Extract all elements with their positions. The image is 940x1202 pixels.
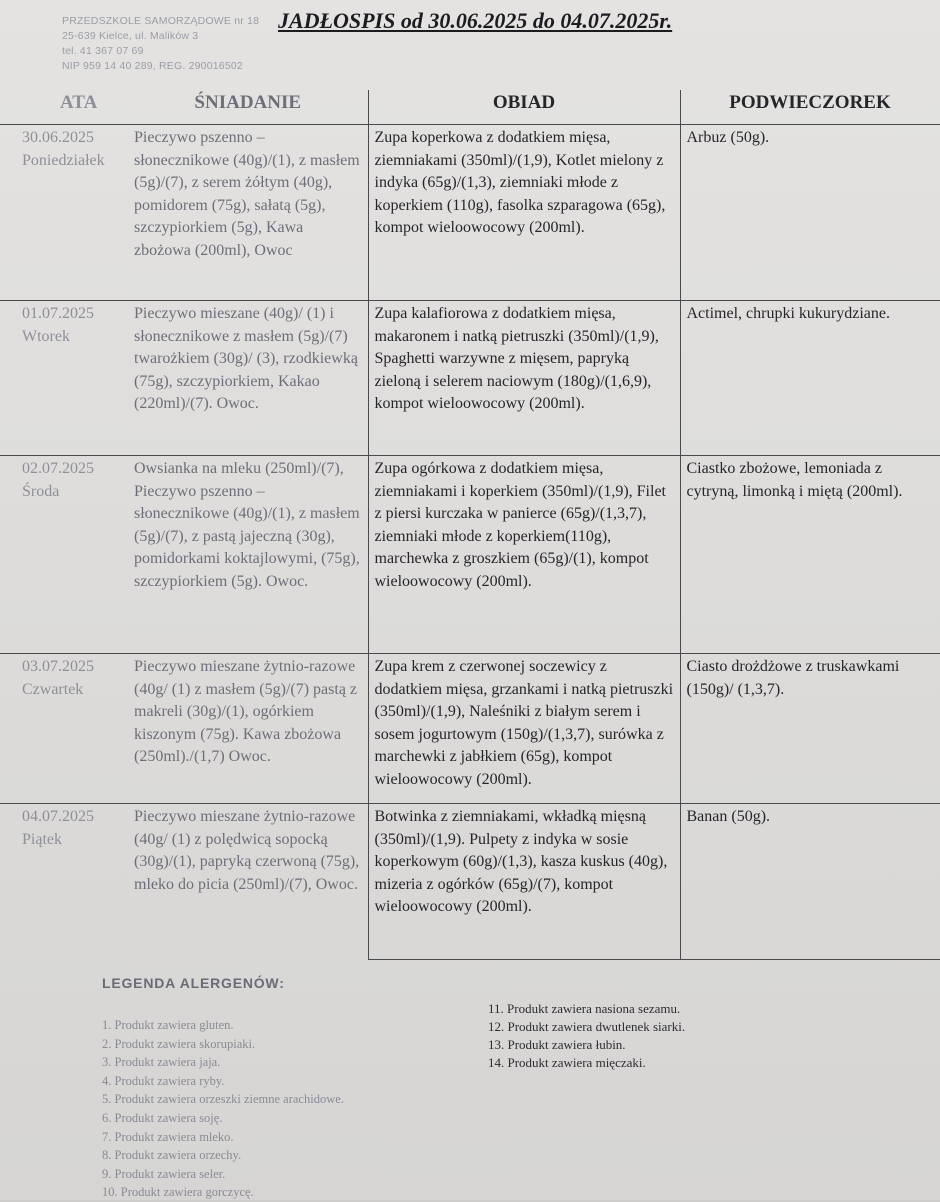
snack-cell: Arbuz (50g). — [680, 125, 940, 301]
column-header-breakfast: ŚNIADANIE — [194, 92, 302, 113]
breakfast-cell: Pieczywo mieszane żytnio-razowe (40g/ (1) z polędwicą sopocką (30g)/(1), papryką czerwoną (75g), mleko do picia (250ml)/(7), Owoc. — [128, 804, 368, 960]
lunch-cell: Zupa krem z czerwonej soczewicy z dodatkiem mięsa, grzankami i natką pietruszki (350ml)/(1,9), Naleśniki z białym serem i sosem jogurtowym (150g)/(1,3,7), surówka z marchewki z jabłkiem (65g), kompot wieloowocowy (200ml). — [368, 654, 680, 804]
table-row — [0, 125, 940, 301]
legend-item: 7. Produkt zawiera mleko. — [102, 1129, 234, 1144]
legend-item: 11. Produkt zawiera nasiona sezamu. — [488, 1001, 681, 1016]
lunch-cell: Botwinka z ziemniakami, wkładką mięsną (350ml)/(1,9). Pulpety z indyka w sosie koperkowym (60g)/(1,3), kasza kuskus (40g), mizeria z ogórków (65g)/(7), kompot wieloowocowy (200ml). — [368, 804, 680, 960]
legend-item: 10. Produkt zawiera gorczycę. — [102, 1185, 254, 1200]
date-cell — [0, 125, 128, 301]
breakfast-cell: Pieczywo mieszane żytnio-razowe (40g/ (1) z masłem (5g)/(7) pastą z makreli (30g)/(1), ogórkiem kiszonym (75g). Kawa zbożowa (250ml)./(1,7) Owoc. — [128, 654, 368, 804]
snack-cell: Actimel, chrupki kukurydziane. — [680, 301, 940, 456]
legend-item: 5. Produkt zawiera orzeszki ziemne arachidowe. — [102, 1092, 344, 1107]
legend-item: 9. Produkt zawiera seler. — [102, 1166, 226, 1181]
day-text: Środa — [22, 482, 60, 500]
stamp-line: PRZEDSZKOLE SAMORZĄDOWE nr 18 — [62, 15, 260, 27]
column-header-snack: PODWIECZOREK — [680, 90, 940, 125]
lunch-cell: Zupa ogórkowa z dodatkiem mięsa, ziemniakami i koperkiem (350ml)/(1,9), Filet z piersi kurczaka w panierce (65g)/(1,3,7), ziemniaki młode z koperkiem(110g), marchewka z groszkiem (65g)/(1), kompot wieloowocowy (200ml). — [368, 456, 680, 654]
legend-item: 14. Produkt zawiera mięczaki. — [488, 1055, 646, 1070]
day-text: Poniedziałek — [22, 151, 105, 169]
date-text: 03.07.2025 — [22, 658, 94, 675]
day-text: Piątek — [22, 830, 62, 848]
date-cell — [0, 301, 128, 456]
legend-item: 13. Produkt zawiera łubin. — [488, 1037, 626, 1052]
allergen-legend-left — [102, 1016, 344, 1202]
column-header-lunch: OBIAD — [368, 90, 680, 125]
legend-item: 2. Produkt zawiera skorupiaki. — [102, 1036, 256, 1051]
snack-cell: Ciasto drożdżowe z truskawkami (150g)/ (1,3,7). — [680, 654, 940, 804]
table-header-row — [0, 90, 940, 125]
stamp-line: tel. 41 367 07 69 — [62, 45, 144, 57]
legend-item: 6. Produkt zawiera soję. — [102, 1110, 223, 1125]
lunch-cell: Zupa koperkowa z dodatkiem mięsa, ziemniakami (350ml)/(1,9), Kotlet mielony z indyka (65g)/(1,3), ziemniaki młode z koperkiem (110g), fasolka szparagowa (65g), kompot wieloowocowy (200ml). — [368, 125, 680, 301]
date-text: 01.07.2025 — [22, 305, 94, 322]
table-row — [0, 654, 940, 804]
allergen-legend-right — [488, 1000, 685, 1072]
breakfast-cell: Pieczywo mieszane (40g)/ (1) i słonecznikowe z masłem (5g)/(7) twarożkiem (30g)/ (3), rzodkiewką (75g), szczypiorkiem, Kakao (220ml)/(7). Owoc. — [128, 301, 368, 456]
legend-item: 4. Produkt zawiera ryby. — [102, 1073, 225, 1088]
menu-table-wrapper — [0, 90, 940, 960]
day-text: Czwartek — [22, 680, 84, 698]
legend-item: 8. Produkt zawiera orzechy. — [102, 1148, 242, 1163]
breakfast-cell: Owsianka na mleku (250ml)/(7), Pieczywo pszenno – słonecznikowe (40g)/(1), z masłem (5g)/(7), z pastą jajeczną (30g), pomidorkami koktajlowymi, (75g), szczypiorkiem (5g). Owoc. — [128, 456, 368, 654]
lunch-cell: Zupa kalafiorowa z dodatkiem mięsa, makaronem i natką pietruszki (350ml)/(1,9), Spaghetti warzywne z mięsem, papryką zieloną i selerem naciowym (180g)/(1,6,9), kompot wieloowocowy (200ml). — [368, 301, 680, 456]
stamp-line: NIP 959 14 40 289, REG. 290016502 — [62, 60, 243, 72]
table-row — [0, 804, 940, 960]
date-text: 04.07.2025 — [22, 808, 94, 825]
breakfast-cell: Pieczywo pszenno – słonecznikowe (40g)/(1), z masłem (5g)/(7), z serem żółtym (40g), pomidorem (75g), sałatą (5g), szczypiorkiem (5g), Kawa zbożowa (200ml), Owoc — [128, 125, 368, 301]
table-row — [0, 456, 940, 654]
date-cell — [0, 456, 128, 654]
snack-cell: Banan (50g). — [680, 804, 940, 960]
date-cell — [0, 804, 128, 960]
document-title: JADŁOSPIS od 30.06.2025 do 04.07.2025r. — [278, 8, 673, 33]
legend-item: 3. Produkt zawiera jaja. — [102, 1055, 221, 1070]
legend-title: LEGENDA ALERGENÓW: — [102, 975, 285, 991]
date-cell — [0, 654, 128, 804]
legend-item: 1. Produkt zawiera gluten. — [102, 1018, 234, 1032]
legend-item: 12. Produkt zawiera dwutlenek siarki. — [488, 1019, 686, 1034]
menu-table — [0, 90, 940, 960]
snack-cell: Ciastko zbożowe, lemoniada z cytryną, limonką i miętą (200ml). — [680, 456, 940, 654]
date-text: 30.06.2025 — [22, 129, 94, 146]
stamp-line: 25-639 Kielce, ul. Malików 3 — [62, 30, 199, 42]
school-stamp — [62, 14, 262, 74]
date-text: 02.07.2025 — [22, 460, 94, 477]
table-row — [0, 301, 940, 456]
column-header-date: ATA — [60, 92, 98, 113]
day-text: Wtorek — [22, 327, 70, 345]
